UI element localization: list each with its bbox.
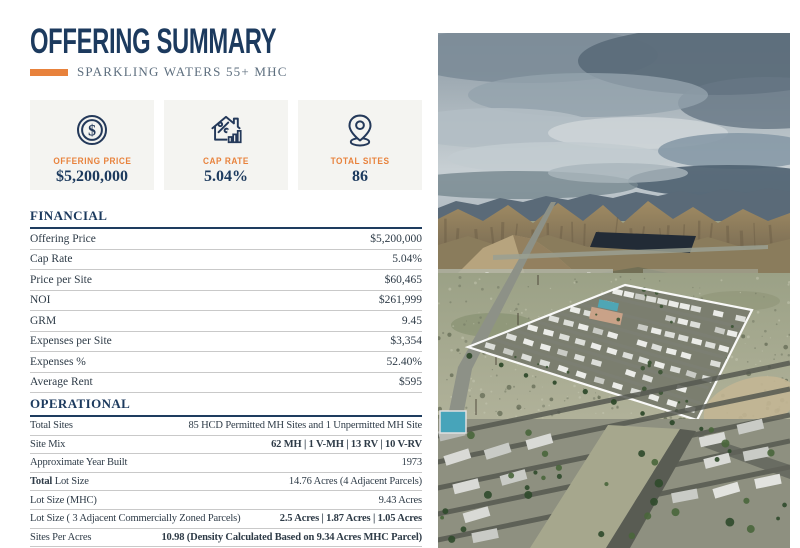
- table-row: [30, 373, 422, 394]
- table-row: [30, 491, 422, 510]
- table-row: [30, 250, 422, 271]
- aerial-property-photo: [438, 33, 790, 548]
- swimming-pool: [440, 411, 466, 433]
- house-percent-chart-icon: [205, 109, 247, 151]
- clouds: [438, 33, 790, 199]
- row-value: $3,354: [390, 335, 422, 348]
- financial-section-title: FINANCIAL: [30, 208, 422, 229]
- table-row: [30, 454, 422, 473]
- row-value: 2.5 Acres | 1.87 Acres | 1.05 Acres: [279, 513, 422, 525]
- row-label: Sites Per Acres: [30, 531, 92, 543]
- map-pin-icon: [339, 109, 381, 151]
- row-label-bold-part: Total: [30, 476, 53, 488]
- stat-label: OFFERING PRICE: [52, 156, 132, 166]
- row-label: Average Rent: [30, 376, 93, 389]
- table-row: [30, 473, 422, 492]
- row-value: $261,999: [378, 294, 422, 307]
- row-label: Lot Size (MHC): [30, 494, 97, 506]
- page-title: OFFERING SUMMARY: [30, 22, 277, 61]
- row-label: Offering Price: [30, 232, 96, 245]
- row-value: 10.98 (Density Calculated Based on 9.34 Acres MHC Parcel): [161, 531, 422, 543]
- row-label: Expenses per Site: [30, 335, 112, 348]
- row-value: 62 MH | 1 V-MH | 13 RV | 10 V-RV: [271, 438, 422, 450]
- dollar-coin-icon: [71, 109, 113, 151]
- property-subtitle: SPARKLING WATERS 55+ MHC: [77, 64, 288, 79]
- financial-section: [30, 208, 422, 393]
- row-value: 9.43 Acres: [378, 494, 422, 506]
- stat-card-cap-rate: [164, 100, 288, 190]
- svg-text:$: $: [88, 122, 96, 140]
- aerial-photo-svg: [438, 33, 790, 548]
- stat-card-total-sites: [298, 100, 422, 190]
- table-row: [30, 436, 422, 455]
- row-label: NOI: [30, 294, 51, 307]
- subtitle-row: [30, 64, 288, 80]
- stat-card-offering-price: [30, 100, 154, 190]
- stat-value: 86: [352, 168, 368, 185]
- row-value: 52.40%: [386, 355, 422, 368]
- table-row: [30, 510, 422, 529]
- row-label: Expenses %: [30, 355, 86, 368]
- row-label: GRM: [30, 314, 57, 327]
- table-row: [30, 291, 422, 312]
- row-label: Cap Rate: [30, 253, 73, 266]
- stat-label: CAP RATE: [202, 156, 249, 166]
- stat-label: TOTAL SITES: [330, 156, 390, 166]
- row-value: 85 HCD Permitted MH Sites and 1 Unpermitted MH Site: [188, 420, 422, 432]
- table-row: [30, 417, 422, 436]
- stat-value: $5,200,000: [56, 168, 128, 185]
- row-value: 5.04%: [392, 253, 422, 266]
- row-value: 9.45: [401, 314, 422, 327]
- operational-section: [30, 396, 422, 547]
- operational-section-title: OPERATIONAL: [30, 396, 422, 417]
- row-value: $60,465: [384, 273, 422, 286]
- orange-accent-bar: [30, 69, 68, 76]
- table-row: [30, 332, 422, 353]
- row-value: $5,200,000: [370, 232, 422, 245]
- stat-cards: [30, 100, 422, 190]
- table-row: [30, 311, 422, 332]
- row-label-rest: Lot Size: [52, 476, 89, 488]
- table-row: [30, 529, 422, 548]
- stat-value: 5.04%: [204, 168, 248, 185]
- table-row: [30, 229, 422, 250]
- row-label: Price per Site: [30, 273, 92, 286]
- row-value: 1973: [401, 457, 422, 469]
- row-value: 14.76 Acres (4 Adjacent Parcels): [288, 476, 422, 488]
- row-label: Site Mix: [30, 438, 66, 450]
- row-value: $595: [399, 376, 422, 389]
- row-label: Approximate Year Built: [30, 457, 128, 469]
- row-label: Lot Size ( 3 Adjacent Commercially Zoned Parcels): [30, 513, 241, 525]
- row-label: Total Sites: [30, 420, 73, 432]
- table-row: [30, 270, 422, 291]
- table-row: [30, 352, 422, 373]
- row-label: [30, 476, 89, 487]
